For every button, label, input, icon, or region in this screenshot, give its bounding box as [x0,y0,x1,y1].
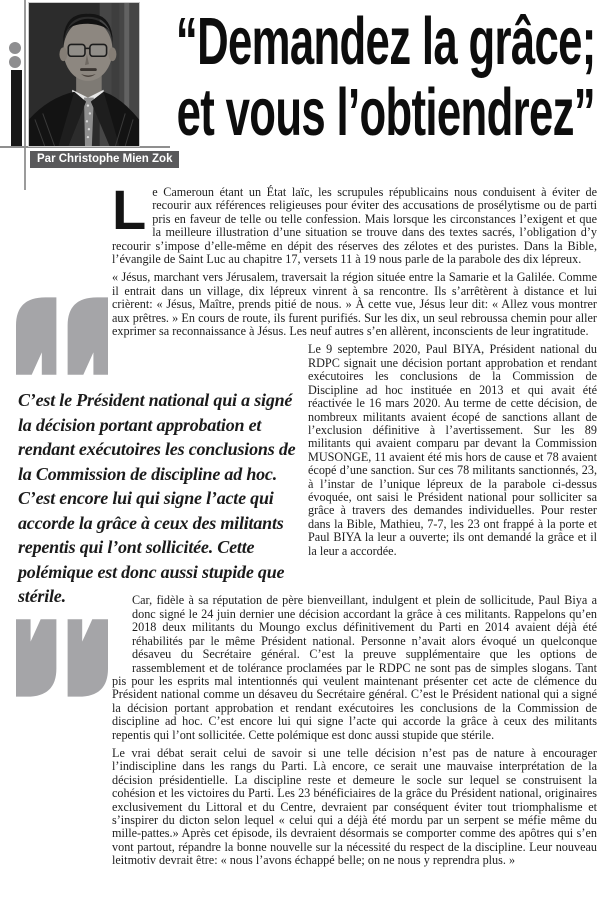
intro-text: e Cameroun étant un État laïc, les scrupules républicains nous conduisent à éviter de recourir aux références religieuses pour éviter des accusations de prosélytisme ou de parti pris en faveur de telle ou telle confession. Mais lorsque les circonstances l’exigent et que la meilleure illustration d’une situation se trouve dans des textes sacrés, l’obligation d’y recourir s’impose d’elle-même en dépit des réserves des zélotes et des puristes. Dans la Bible, l’évangile de Saint Luc au chapitre 17, versets 11 à 19 nous parle de la parabole des dix lépreux. [112,185,597,267]
portrait-illustration [29,3,139,146]
discipline-paragraph: Le vrai débat serait celui de savoir si une telle décision n’est pas de nature à encourager l’indiscipline dans les rangs du Parti. Là encore, ce serait une mauvaise interprétation de la décision présidentielle. La discipline reste et demeure le socle sur lequel se construisent la cohésion et les victoires du Parti. Les 23 bénéficiaires de la grâce du Président national, originaires exclusivement du Littoral et du Centre, devraient par conséquent éviter tout triomphalisme et s’inspirer du dicton selon lequel « celui qui a déjà été mordu par un serpent se méfie même du mille-pattes.» Après cet épisode, ils devraient désormais se comporter comme des apôtres qui s’en vont partout, répandre la bonne nouvelle sur la nécessité du respect de la discipline. Leur nouveau leitmotiv devrait être: « nous l’avons échappé belle; on ne nous y reprendra plus. » [112,745,597,868]
headline-line-2: et vous l’obtiendrez” [176,75,595,150]
article-headline [170,6,602,148]
drop-cap: L [112,178,147,241]
rail-vertical-line [24,0,26,190]
pull-quote [16,296,308,698]
grace-text: Car, fidèle à sa réputation de père bienveillant, indulgent et plein de sollicitude, Paul Biya a donc signé le 24 juin dernier une décision accordant la grâce à ces militants. Rappelons qu’en 2018 deux militants du Moungo exclus définitivement du Parti en 2014 avaient déjà été réhabilités par le même Président national. Personne n’avait alors évoqué un quelconque désaveu du Secrétaire général. C’est la preuve supplémentaire que les options de rassemblement et de tolérance proclamées par le RDPC ne sont pas de simples slogans. Tant pis pour les esprits mal intentionnés qui veulent maintenant présenter cet acte de clémence du Président national comme un désaveu du Secrétaire général. C’est le Président national qui a signé la décision portant approbation et rendant exécutoires les conclusions de la Commission de discipline ad hoc. C’est encore lui qui signe l’acte qui accorde la grâce à ceux des militants repentis qui l’ont sollicitée. Cette polémique est donc aussi stupide que stérile. [112,593,597,742]
author-photo [28,2,140,147]
open-quote-icon [16,296,308,375]
headline-line-1: “Demandez la grâce; [175,4,596,79]
right-column-paragraph: Le 9 septembre 2020, Paul BIYA, Président national du RDPC signait une décision portant approbation et rendant exécutoires les conclusions de la Commission de Discipline ad hoc instituée en 2013 et qui avait été réactivée le 16 mars 2020. Au terme de cette décision, de nombreux militants avaient écopé de sanctions allant de l’exclusion définitive à l’avertissement. Sur les 89 militants qui avaient comparu par devant la Commission MUSONGE, 11 avaient été mis hors de cause et 78 avaient écopé d’une sanction. Sur ces 78 militants sanctionnés, 23, à l’instar de l’unique lépreux de la parabole ci-dessus évoquée, ont saisi le Président national pour solliciter sa grâce à travers des demandes individuelles. Pour rester dans la Bible, Mathieu, 7-7, les 23 ont frappé à la porte et Paul BIYA la leur a ouverte; ils ont demandé la grâce et il la leur a accordée. [308,342,597,558]
rail-dot-icon [9,42,21,54]
rail-dot-icon [9,56,21,68]
close-quote-icon [16,619,308,698]
rail-bar [11,70,22,148]
bible-quote-paragraph: « Jésus, marchant vers Jérusalem, traversait la région située entre la Samarie et la Galilée. Comme il entrait dans un village, dix lépreux vinrent à sa rencontre. Ils s’arrêtèrent à distance et lui crièrent: « Jésus, Maître, prends pitié de nous. » À cette vue, Jésus leur dit: « Allez vous montrer aux prêtres. » En cours de route, ils furent purifiés. Sur les dix, un seul rebroussa chemin pour aller exprimer sa reconnaissance à Jésus. Les neuf autres s’en allèrent, inconscients de leur ingratitude. [112,270,597,339]
byline-caption: Par Christophe Mien Zok [30,151,179,168]
pull-quote-text: C’est le Président national qui a signé la décision portant approbation et rendant exécutoires les conclusions de la Commission de discipline ad hoc. C’est encore lui qui signe l’acte qui accorde la grâce à ceux des militants repentis qui l’ont sollicitée. Cette polémique est donc aussi stupide que stérile. [18,390,296,606]
intro-paragraph [112,178,597,267]
